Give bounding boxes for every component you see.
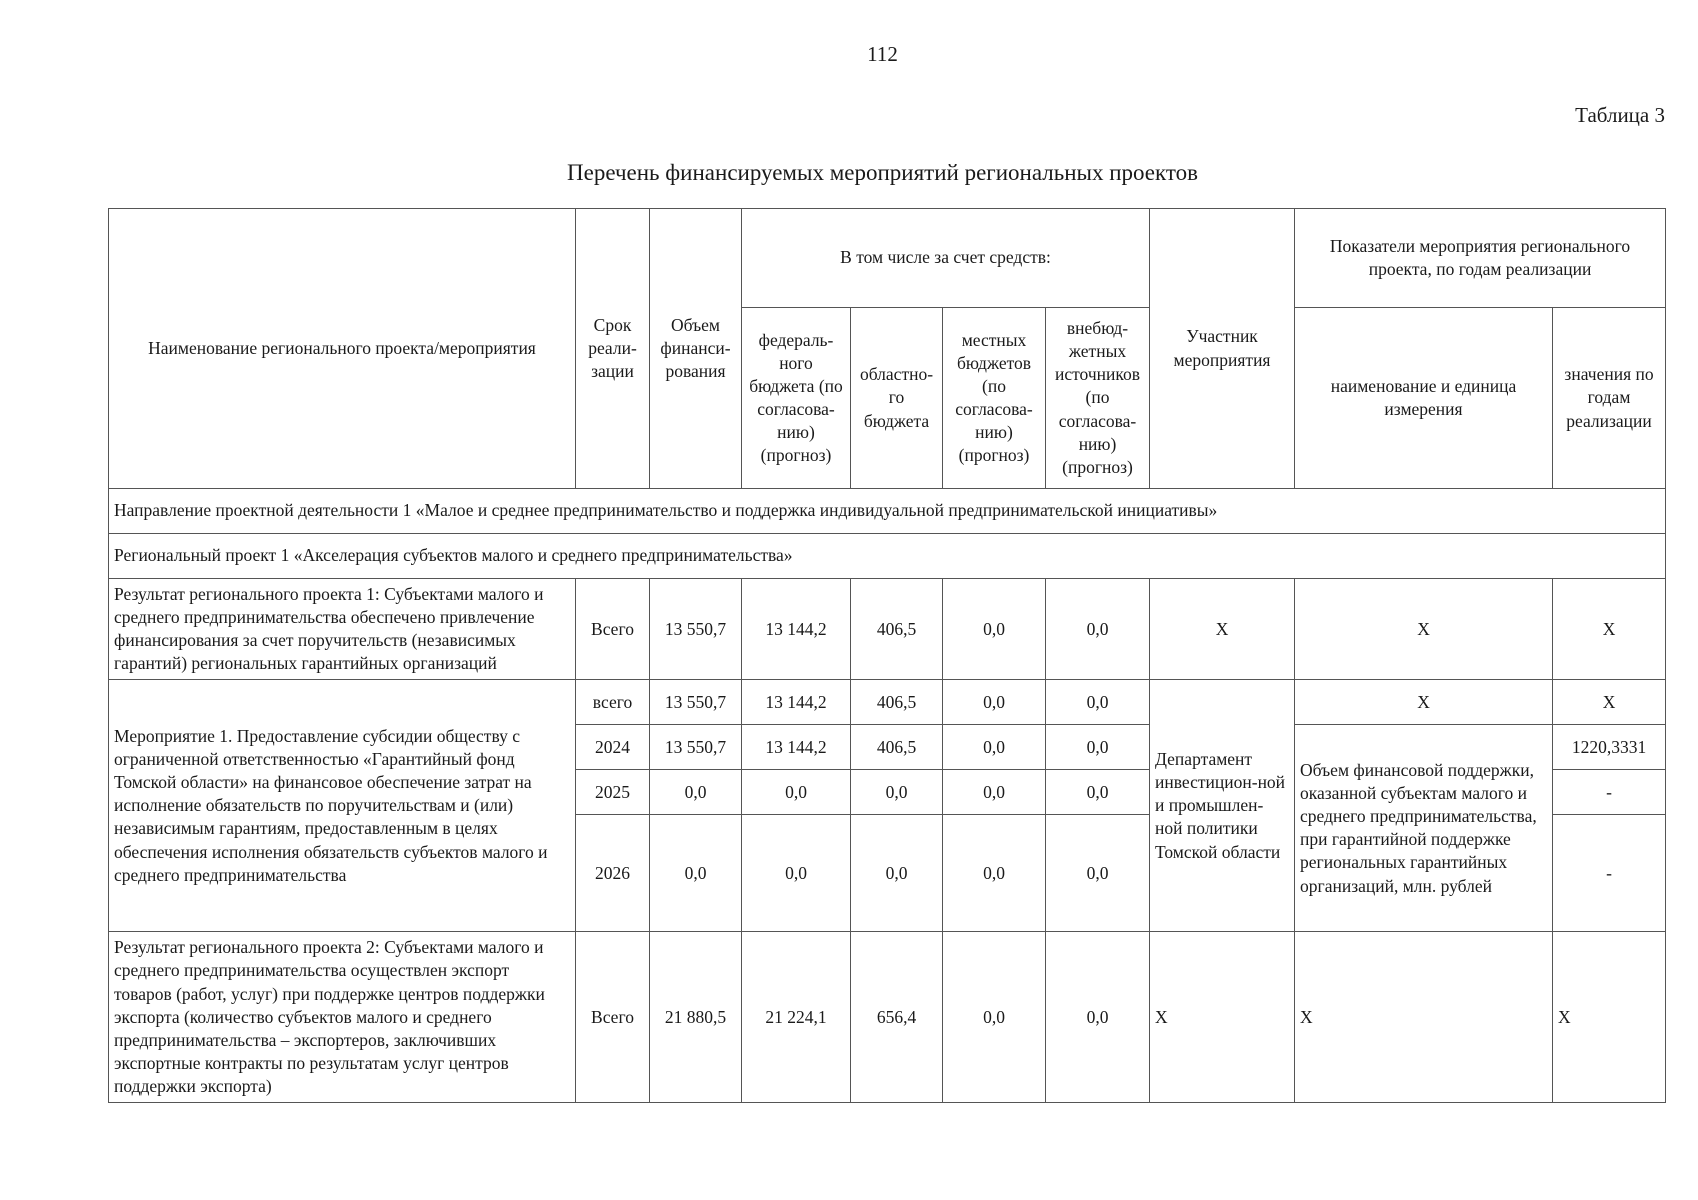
result-1-regional: 406,5 [851,579,943,680]
result-1-term: Всего [576,579,650,680]
measure-1-volume: 0,0 [650,815,742,932]
document-title: Перечень финансируемых мероприятий региональных проектов [567,160,1198,185]
header-name: Наименование регионального проекта/мероприятия [109,209,576,489]
measure-1-extra: 0,0 [1046,815,1150,932]
measure-1-federal: 0,0 [742,770,851,815]
measure-1-ind-name: Объем финансовой поддержки, оказанной субъектам малого и среднего предпринимательства, при гарантийной поддержке региональных гарантийных организаций, млн. рублей [1295,725,1553,932]
result-1-ind-value: Х [1553,579,1666,680]
measure-1-local: 0,0 [943,815,1046,932]
measure-1-federal: 13 144,2 [742,680,851,725]
measure-1-participant: Департамент инвестицион-ной и промышлен-ной политики Томской области [1150,680,1295,932]
measure-1-ind-total-value: Х [1553,680,1666,725]
measure-1-extra: 0,0 [1046,680,1150,725]
result-2-row [109,932,1666,1103]
table-label: Таблица 3 [1575,103,1665,127]
header-participant: Участник мероприятия [1150,209,1295,489]
result-2-ind-name: Х [1295,932,1553,1103]
result-2-term: Всего [576,932,650,1103]
result-1-federal: 13 144,2 [742,579,851,680]
measure-1-row-total [109,680,1666,725]
measure-1-ind-value: - [1553,770,1666,815]
result-1-volume: 13 550,7 [650,579,742,680]
header-local: местных бюджетов (по согласова-нию) (прогноз) [943,308,1046,489]
measure-1-regional: 0,0 [851,815,943,932]
measure-1-regional: 0,0 [851,770,943,815]
header-indicators: Показатели мероприятия регионального проекта, по годам реализации [1295,209,1666,308]
measure-1-extra: 0,0 [1046,770,1150,815]
measure-1-extra: 0,0 [1046,725,1150,770]
header-federal: федераль-ного бюджета (по согласова-нию) (прогноз) [742,308,851,489]
result-1-local: 0,0 [943,579,1046,680]
page-number: 112 [867,42,898,66]
measure-1-volume: 13 550,7 [650,680,742,725]
measure-1-term: всего [576,680,650,725]
result-2-name: Результат регионального проекта 2: Субъектами малого и среднего предпринимательства осуществлен экспорт товаров (работ, услуг) при поддержке центров поддержки экспорта (количество субъектов малого и среднего предпринимательства – экспортеров, заключивших экспортные контракты по результатам услуг центров поддержки экспорта) [109,932,576,1103]
result-1-extra: 0,0 [1046,579,1150,680]
measure-1-regional: 406,5 [851,725,943,770]
measure-1-local: 0,0 [943,725,1046,770]
header-volume: Объем финанси-рования [650,209,742,489]
project-row [109,534,1666,579]
result-1-name: Результат регионального проекта 1: Субъектами малого и среднего предпринимательства обеспечено привлечение финансирования за счет поручительств (независимых гарантий) региональных гарантийных организаций [109,579,576,680]
result-2-ind-value: Х [1553,932,1666,1103]
measure-1-ind-value: - [1553,815,1666,932]
direction-row [109,489,1666,534]
projects-table [108,208,1666,1103]
measure-1-local: 0,0 [943,770,1046,815]
measure-1-federal: 13 144,2 [742,725,851,770]
measure-1-term: 2025 [576,770,650,815]
direction-cell: Направление проектной деятельности 1 «Малое и среднее предпринимательство и поддержка индивидуальной предпринимательской инициативы» [109,489,1666,534]
header-term: Срок реали-зации [576,209,650,489]
result-2-volume: 21 880,5 [650,932,742,1103]
header-row-1 [109,209,1666,308]
result-1-participant: Х [1150,579,1295,680]
result-2-extra: 0,0 [1046,932,1150,1103]
measure-1-ind-total-name: Х [1295,680,1553,725]
measure-1-term: 2026 [576,815,650,932]
measure-1-term: 2024 [576,725,650,770]
measure-1-federal: 0,0 [742,815,851,932]
header-ind-name: наименование и единица измерения [1295,308,1553,489]
result-2-regional: 656,4 [851,932,943,1103]
result-1-row [109,579,1666,680]
header-incl: В том числе за счет средств: [742,209,1150,308]
measure-1-volume: 13 550,7 [650,725,742,770]
measure-1-ind-value: 1220,3331 [1553,725,1666,770]
result-1-ind-name: Х [1295,579,1553,680]
measure-1-regional: 406,5 [851,680,943,725]
header-regional: областно-го бюджета [851,308,943,489]
result-2-local: 0,0 [943,932,1046,1103]
header-extra: внебюд-жетных источников (по согласова-нию) (прогноз) [1046,308,1150,489]
header-ind-values: значения по годам реализации [1553,308,1666,489]
measure-1-local: 0,0 [943,680,1046,725]
result-2-participant: Х [1150,932,1295,1103]
measure-1-name: Мероприятие 1. Предоставление субсидии обществу с ограниченной ответственностью «Гарантийный фонд Томской области» на финансовое обеспечение затрат на исполнение обязательств по поручительствам и (или) независимым гарантиям, предоставленным в целях обеспечения исполнения обязательств субъектов малого и среднего предпринимательства [109,680,576,932]
project-cell: Региональный проект 1 «Акселерация субъектов малого и среднего предпринимательства» [109,534,1666,579]
measure-1-volume: 0,0 [650,770,742,815]
result-2-federal: 21 224,1 [742,932,851,1103]
